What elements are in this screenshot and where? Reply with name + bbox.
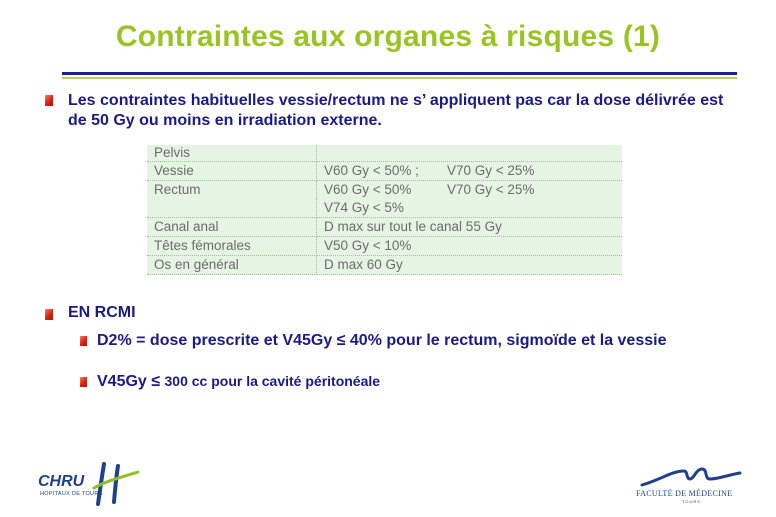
slide-title: Contraintes aux organes à risques (1): [115, 20, 661, 53]
constraint-cell: D max 60 Gy: [317, 256, 623, 275]
bullet-icon: [45, 309, 53, 320]
constraint-cell: V50 Gy < 10%: [317, 237, 623, 256]
v45-label: V45Gy ≤: [97, 373, 161, 390]
faculte-logo-subtext: TOURS: [682, 499, 701, 504]
title-rule-green: [62, 77, 737, 79]
faculte-m-icon: [632, 465, 748, 489]
sub-bullet-text-v45: [97, 373, 380, 391]
bullet-text-rcmi: EN RCMI: [68, 304, 136, 321]
organ-cell: Rectum: [147, 181, 317, 200]
constraint-value: V70 Gy < 25%: [447, 163, 535, 178]
table-header-row: [147, 145, 622, 162]
faculte-logo: [632, 465, 748, 509]
table-header-pelvis: Pelvis: [147, 145, 317, 162]
table-header-empty: [317, 145, 623, 162]
constraint-cell: [317, 181, 623, 200]
chru-logo-subtext: HOPITAUX DE TOURS: [40, 491, 103, 497]
organ-cell: Canal anal: [147, 218, 317, 237]
organ-cell: Vessie: [147, 162, 317, 181]
constraint-value: V70 Gy < 25%: [447, 182, 535, 197]
constraints-table: [147, 145, 622, 275]
faculte-logo-text: FACULTÉ DE MÉDECINE: [636, 489, 733, 498]
constraint-value: V60 Gy < 50% ;: [324, 163, 419, 178]
table-row: [147, 256, 622, 275]
table-row: [147, 218, 622, 237]
sub-bullet-text-d2: D2% = dose prescrite et V45Gy ≤ 40% pour le rectum, sigmoïde et la vessie: [97, 332, 667, 349]
bullet-icon: [45, 95, 53, 106]
chru-logo-text: CHRU: [38, 473, 85, 490]
bullet-text-contraintes: Les contraintes habituelles vessie/rectum ne s’ appliquent pas car la dose délivrée est de 50 Gy ou moins en irradiation externe.: [68, 92, 724, 129]
table-row: [147, 162, 622, 181]
title-rule-blue: [62, 72, 737, 75]
v45-rest: 300 cc pour la cavité péritonéale: [164, 373, 381, 389]
chru-logo: [38, 462, 148, 506]
constraint-value: V60 Gy < 50%: [324, 182, 412, 197]
constraint-cell: D max sur tout le canal 55 Gy: [317, 218, 623, 237]
organ-cell: Têtes fémorales: [147, 237, 317, 256]
constraint-cell: V74 Gy < 5%: [317, 199, 623, 218]
table-row: [147, 181, 622, 200]
table-row: [147, 237, 622, 256]
organ-cell: Os en général: [147, 256, 317, 275]
constraint-cell: [317, 162, 623, 181]
table-row: [147, 199, 622, 218]
sub-bullet-icon: [80, 336, 87, 346]
sub-bullet-icon: [80, 377, 87, 387]
organ-cell: [147, 199, 317, 218]
